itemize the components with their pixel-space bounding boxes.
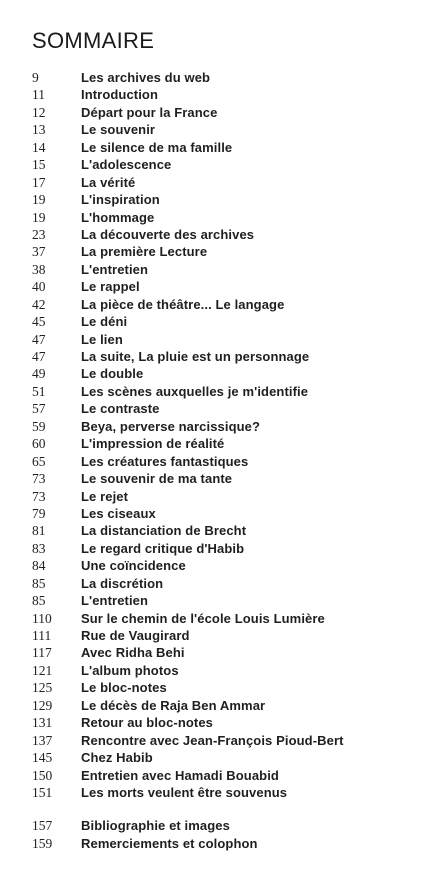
toc-entry bbox=[32, 732, 432, 749]
toc-entry-title: La distanciation de Brecht bbox=[81, 523, 247, 539]
toc-entry-title: Entretien avec Hamadi Bouabid bbox=[81, 767, 279, 783]
page-title: SOMMAIRE bbox=[32, 28, 155, 53]
toc-entry-title: Le déni bbox=[81, 314, 128, 330]
toc-entry bbox=[32, 817, 432, 834]
toc-entry bbox=[32, 714, 432, 731]
toc-entry bbox=[32, 540, 432, 557]
toc-page-number: 40 bbox=[32, 279, 46, 295]
toc-entry bbox=[32, 121, 432, 138]
toc-entry-title: La discrétion bbox=[81, 575, 164, 591]
toc-entry bbox=[32, 365, 432, 382]
toc-entry bbox=[32, 592, 432, 609]
toc-entry-title: Les archives du web bbox=[81, 70, 211, 85]
toc-entry-title: L'adolescence bbox=[81, 157, 172, 173]
toc-page-number: 49 bbox=[32, 366, 46, 382]
toc-entry bbox=[32, 383, 432, 400]
toc-entry-title: La première Lecture bbox=[81, 244, 208, 260]
toc-page-number: 137 bbox=[32, 732, 53, 748]
toc-page-number: 17 bbox=[32, 174, 46, 190]
toc-entry-title: L'inspiration bbox=[81, 192, 160, 208]
toc-page-number: 125 bbox=[32, 680, 53, 696]
toc-page-number: 121 bbox=[32, 662, 53, 678]
toc-page-number: 81 bbox=[32, 523, 46, 539]
toc-entry bbox=[32, 557, 432, 574]
toc-entry-title: La découverte des archives bbox=[81, 226, 255, 242]
toc-entry bbox=[32, 174, 432, 191]
toc-page-number: 159 bbox=[32, 835, 53, 851]
toc-page-number: 57 bbox=[32, 401, 46, 417]
toc-entry bbox=[32, 86, 432, 103]
toc-entry bbox=[32, 156, 432, 173]
toc-entry bbox=[32, 679, 432, 696]
toc-entry bbox=[32, 749, 432, 766]
toc-entry bbox=[32, 139, 432, 156]
toc-entry-title: Le rejet bbox=[81, 488, 129, 504]
toc-entry-title: Remerciements et colophon bbox=[81, 835, 258, 851]
toc-entry-title: Le bloc-notes bbox=[81, 680, 167, 696]
toc-page-number: 60 bbox=[32, 436, 46, 452]
toc-page-number: 37 bbox=[32, 244, 46, 260]
toc-page-number: 14 bbox=[32, 139, 46, 155]
toc-entry-title: Le rappel bbox=[81, 279, 140, 295]
table-of-contents bbox=[32, 69, 432, 852]
toc-page-number: 150 bbox=[32, 767, 53, 783]
toc-entry-title: Introduction bbox=[81, 87, 159, 103]
toc-page-number: 12 bbox=[32, 104, 46, 120]
toc-entry-title: Bibliographie et images bbox=[81, 818, 230, 834]
toc-page-number: 110 bbox=[32, 610, 52, 626]
toc-entry bbox=[32, 418, 432, 435]
toc-entry bbox=[32, 575, 432, 592]
toc-entry bbox=[32, 627, 432, 644]
toc-page-number: 83 bbox=[32, 540, 46, 556]
toc-page-number: 145 bbox=[32, 750, 53, 766]
toc-page-number: 38 bbox=[32, 261, 46, 277]
toc-entry-title: Le souvenir bbox=[81, 122, 156, 138]
toc-entry-title: Le lien bbox=[81, 331, 123, 347]
toc-entry bbox=[32, 313, 432, 330]
toc-page-number: 85 bbox=[32, 593, 46, 609]
toc-page-number: 47 bbox=[32, 331, 46, 347]
toc-entry bbox=[32, 784, 432, 801]
toc-entry bbox=[32, 348, 432, 365]
toc-entry-title: Chez Habib bbox=[81, 750, 153, 766]
toc-entry-title: Le décès de Raja Ben Ammar bbox=[81, 697, 266, 713]
toc-entry bbox=[32, 470, 432, 487]
toc-page-number: 42 bbox=[32, 296, 46, 312]
toc-page-number: 51 bbox=[32, 383, 46, 399]
toc-entry-title: La vérité bbox=[81, 174, 136, 190]
toc-page-number: 131 bbox=[32, 715, 53, 731]
toc-entry-title: Beya, perverse narcissique? bbox=[81, 418, 261, 434]
toc-entry bbox=[32, 69, 432, 86]
toc-entry-title: Le double bbox=[81, 366, 144, 382]
toc-entry-title: Le regard critique d'Habib bbox=[81, 540, 245, 556]
toc-entry bbox=[32, 296, 432, 313]
toc-page-number: 19 bbox=[32, 209, 46, 225]
toc-entry-title: Les ciseaux bbox=[81, 505, 156, 521]
toc-entry-title: Retour au bloc-notes bbox=[81, 715, 214, 731]
toc-entry-title: Rue de Vaugirard bbox=[81, 628, 190, 643]
toc-entry bbox=[32, 261, 432, 278]
toc-entry-title: L'impression de réalité bbox=[81, 436, 225, 452]
toc-page-number: 151 bbox=[32, 784, 53, 800]
toc-entry bbox=[32, 662, 432, 679]
toc-entry bbox=[32, 209, 432, 226]
toc-page-number: 9 bbox=[32, 70, 39, 85]
toc-page-number: 84 bbox=[32, 558, 46, 574]
toc-page-number: 157 bbox=[32, 818, 53, 834]
toc-entry-title: Sur le chemin de l'école Louis Lumière bbox=[81, 610, 325, 626]
toc-page-number: 13 bbox=[32, 122, 46, 138]
toc-page-number: 15 bbox=[32, 157, 46, 173]
toc-entry bbox=[32, 610, 432, 627]
toc-entry-title: Le souvenir de ma tante bbox=[81, 471, 233, 487]
toc-page-number: 129 bbox=[32, 697, 53, 713]
toc-entry-title: La suite, La pluie est un personnage bbox=[81, 349, 310, 364]
toc-entry bbox=[32, 453, 432, 470]
toc-page-number: 19 bbox=[32, 192, 46, 208]
toc-entry-title: Les créatures fantastiques bbox=[81, 453, 249, 469]
toc-entry bbox=[32, 191, 432, 208]
toc-entry-title: Rencontre avec Jean-François Pioud-Bert bbox=[81, 732, 344, 748]
toc-entry-title: L'entretien bbox=[81, 261, 149, 277]
toc-entry bbox=[32, 488, 432, 505]
toc-page-number: 73 bbox=[32, 488, 46, 504]
toc-entry bbox=[32, 104, 432, 121]
toc-page-number: 45 bbox=[32, 314, 46, 330]
toc-entry bbox=[32, 331, 432, 348]
toc-entry-title: Avec Ridha Behi bbox=[81, 645, 185, 661]
toc-entry bbox=[32, 697, 432, 714]
toc-entry bbox=[32, 835, 432, 852]
toc-entry bbox=[32, 522, 432, 539]
toc-page-number: 85 bbox=[32, 575, 46, 591]
toc-entry bbox=[32, 505, 432, 522]
toc-entry bbox=[32, 400, 432, 417]
toc-entry-title: L'album photos bbox=[81, 662, 179, 678]
toc-page-number: 111 bbox=[32, 628, 52, 643]
toc-entry-title: L'hommage bbox=[81, 209, 155, 225]
toc-entry bbox=[32, 767, 432, 784]
toc-entry-title: Le silence de ma famille bbox=[81, 139, 233, 155]
toc-entry-title: Les morts veulent être souvenus bbox=[81, 784, 288, 800]
toc-page-number: 59 bbox=[32, 418, 46, 434]
toc-entry-title: Départ pour la France bbox=[81, 104, 218, 120]
toc-page-number: 11 bbox=[32, 87, 45, 103]
toc-page-number: 65 bbox=[32, 453, 46, 469]
toc-entry-title: Les scènes auxquelles je m'identifie bbox=[81, 383, 309, 399]
toc-entry bbox=[32, 226, 432, 243]
toc-page-number: 117 bbox=[32, 645, 52, 661]
toc-entry bbox=[32, 435, 432, 452]
toc-entry-title: La pièce de théâtre... Le langage bbox=[81, 296, 285, 312]
toc-page-number: 47 bbox=[32, 349, 46, 364]
toc-entry-title: Une coïncidence bbox=[81, 558, 186, 574]
toc-page-number: 79 bbox=[32, 505, 46, 521]
toc-entry bbox=[32, 243, 432, 260]
toc-page-number: 23 bbox=[32, 226, 46, 242]
toc-entry-title: Le contraste bbox=[81, 401, 160, 417]
toc-entry bbox=[32, 644, 432, 661]
toc-entry bbox=[32, 278, 432, 295]
toc-page-number: 73 bbox=[32, 471, 46, 487]
toc-entry-title: L'entretien bbox=[81, 593, 149, 609]
